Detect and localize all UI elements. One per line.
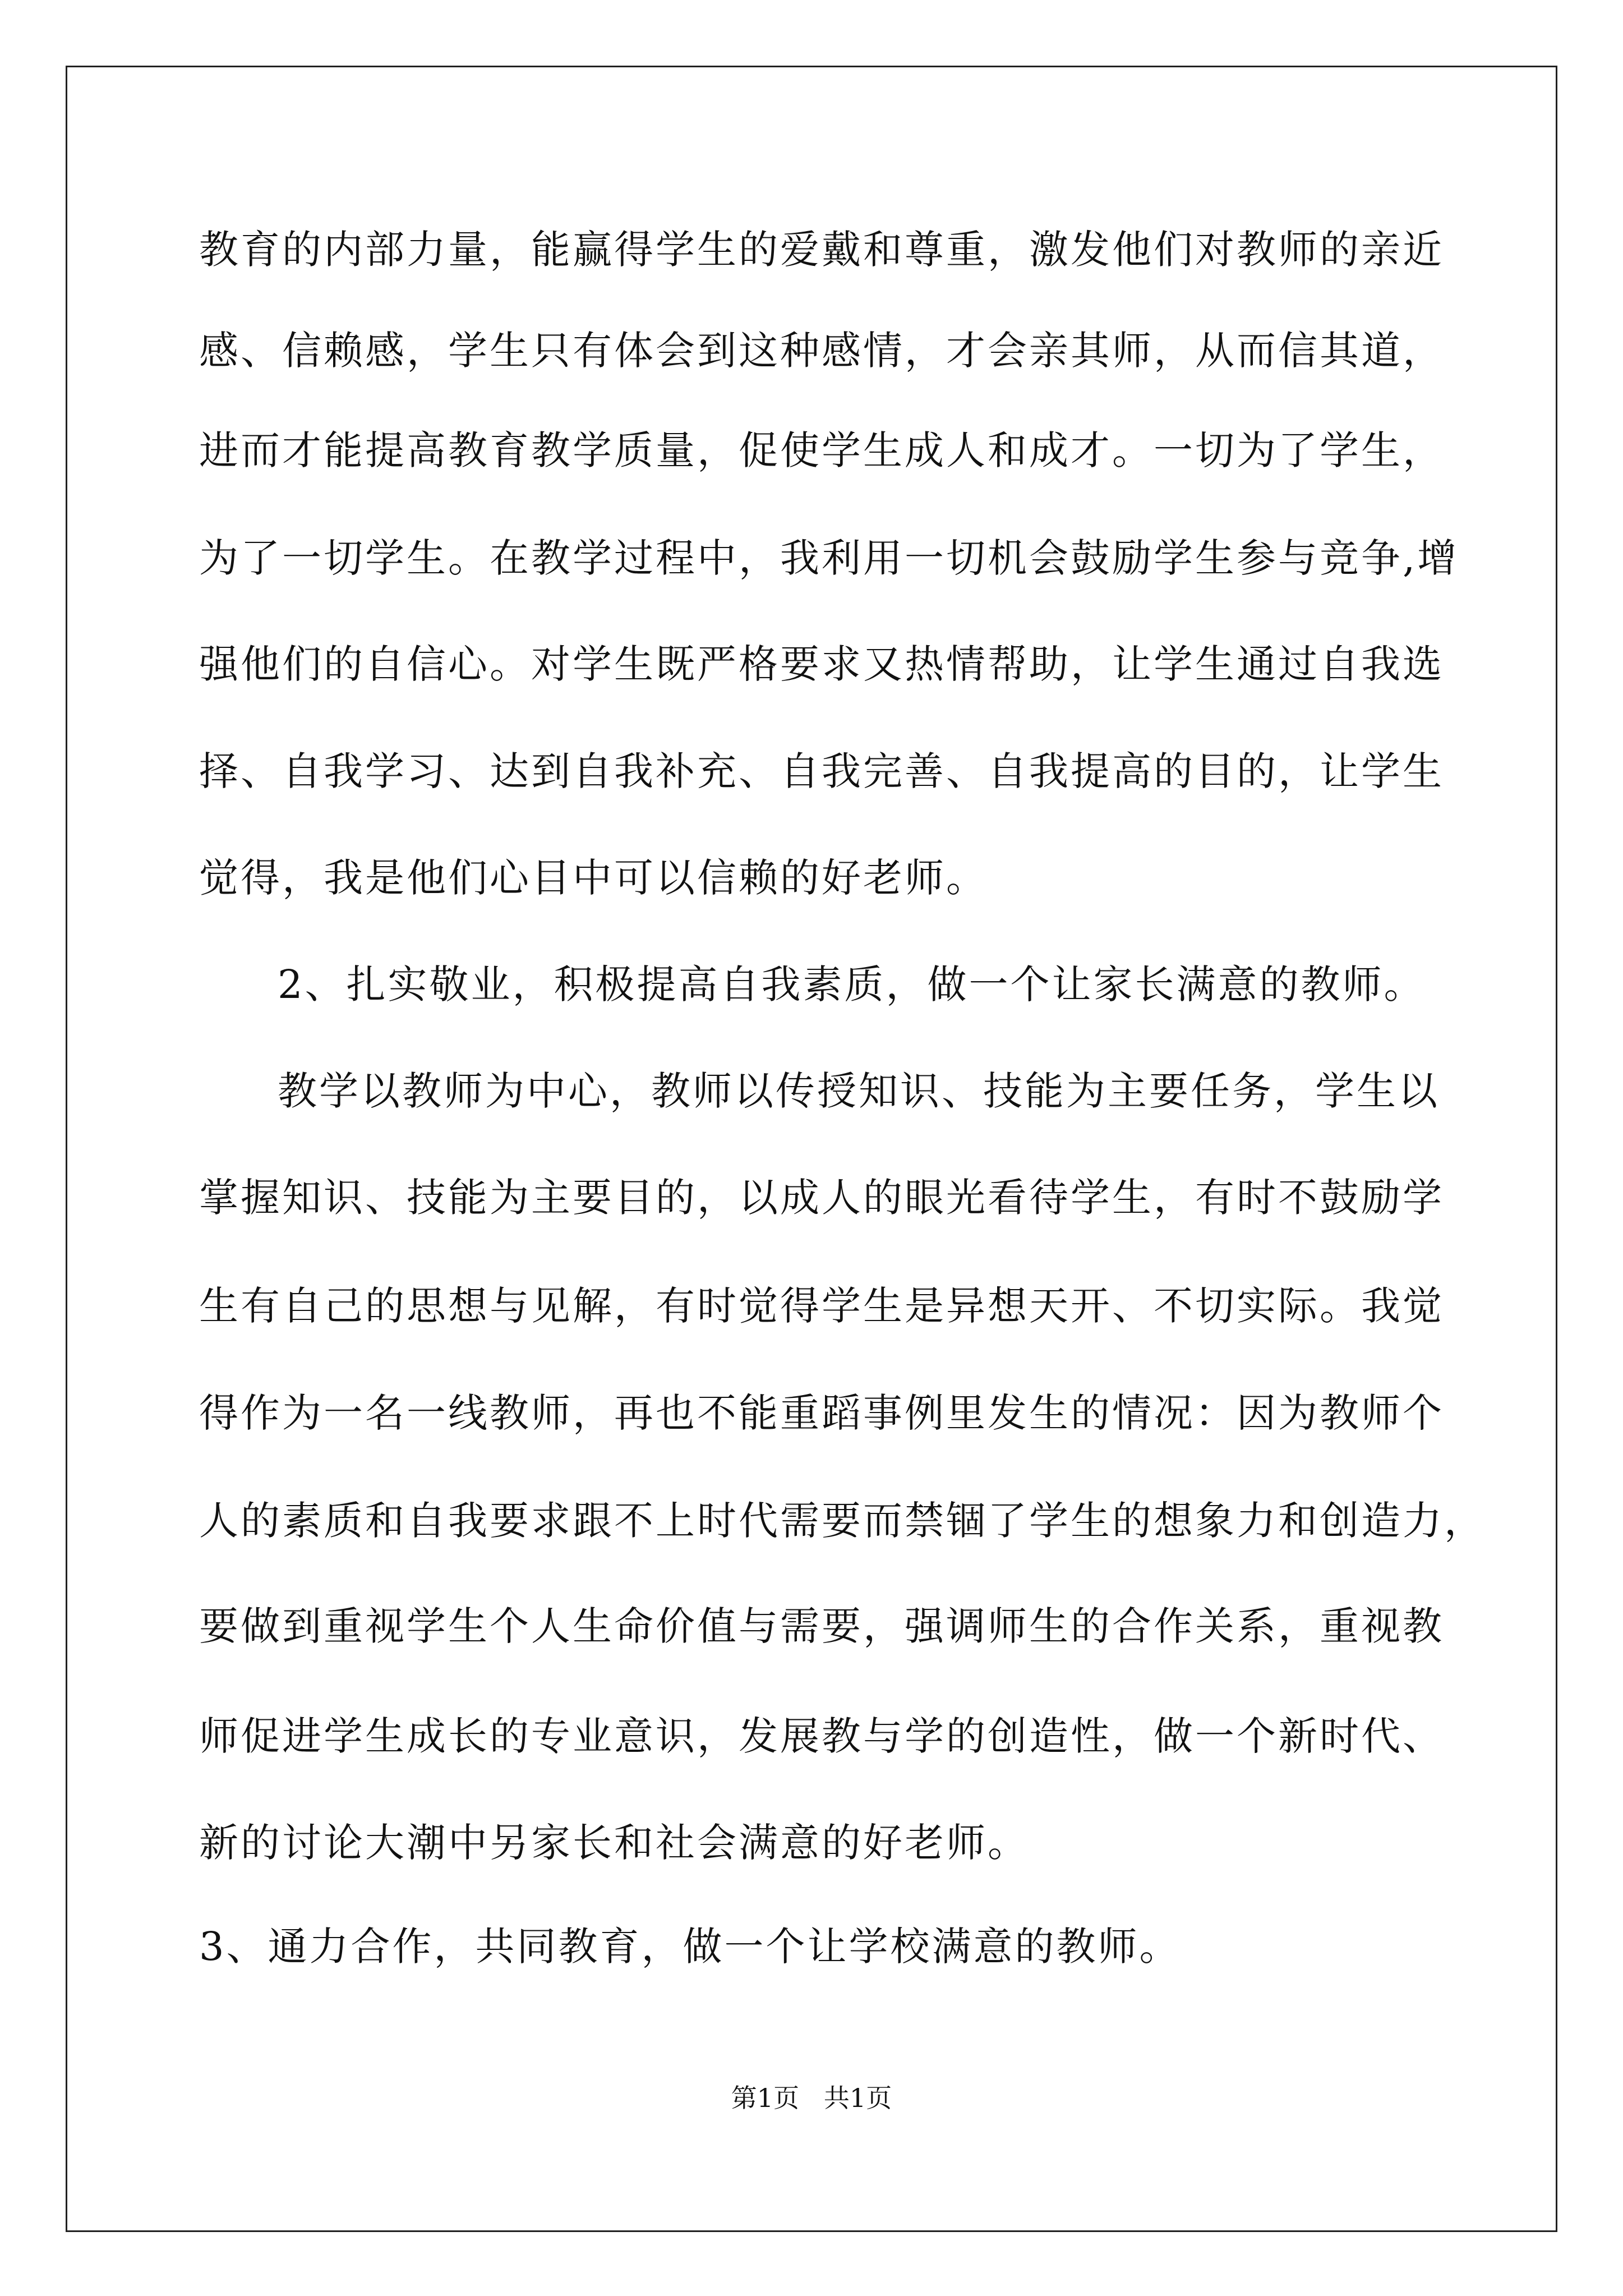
body-line: 强他们的自信心。对学生既严格要求又热情帮助，让学生通过自我选 <box>199 641 1444 687</box>
body-line: 进而才能提高教育教学质量，促使学生成人和成才。一切为了学生， <box>199 427 1444 473</box>
body-line: 生有自己的思想与见解，有时觉得学生是异想天开、不切实际。我觉 <box>199 1283 1444 1329</box>
body-line: 觉得，我是他们心目中可以信赖的好老师。 <box>199 855 988 901</box>
body-line: 要做到重视学生个人生命价值与需要，强调师生的合作关系，重视教 <box>199 1603 1444 1649</box>
body-line: 择、自我学习、达到自我补充、自我完善、自我提高的目的，让学生 <box>199 748 1444 794</box>
body-line: 掌握知识、技能为主要目的，以成人的眼光看待学生，有时不鼓励学 <box>199 1175 1444 1221</box>
page-footer: 第1页 共1页 <box>731 2083 892 2113</box>
body-line: 感、信赖感，学生只有体会到这种感情，才会亲其师，从而信其道， <box>199 328 1444 374</box>
body-line: 为了一切学生。在教学过程中，我利用一切机会鼓励学生参与竞争,增 <box>199 535 1459 581</box>
body-line: 新的讨论大潮中另家长和社会满意的好老师。 <box>199 1820 1029 1866</box>
body-line: 师促进学生成长的专业意识，发展教与学的创造性，做一个新时代、 <box>199 1713 1444 1759</box>
section-heading: 2、扎实敬业，积极提高自我素质，做一个让家长满意的教师。 <box>278 961 1426 1007</box>
body-line: 教育的内部力量，能赢得学生的爱戴和尊重，激发他们对教师的亲近 <box>199 227 1444 273</box>
body-line: 人的素质和自我要求跟不上时代需要而禁锢了学生的想象力和创造力， <box>199 1498 1486 1544</box>
body-line: 得作为一名一线教师，再也不能重蹈事例里发生的情况：因为教师个 <box>199 1390 1444 1436</box>
page-border <box>66 66 1557 2232</box>
section-heading: 3、通力合作，共同教育，做一个让学校满意的教师。 <box>199 1924 1181 1970</box>
body-line: 教学以教师为中心，教师以传授知识、技能为主要任务，学生以 <box>278 1068 1440 1114</box>
